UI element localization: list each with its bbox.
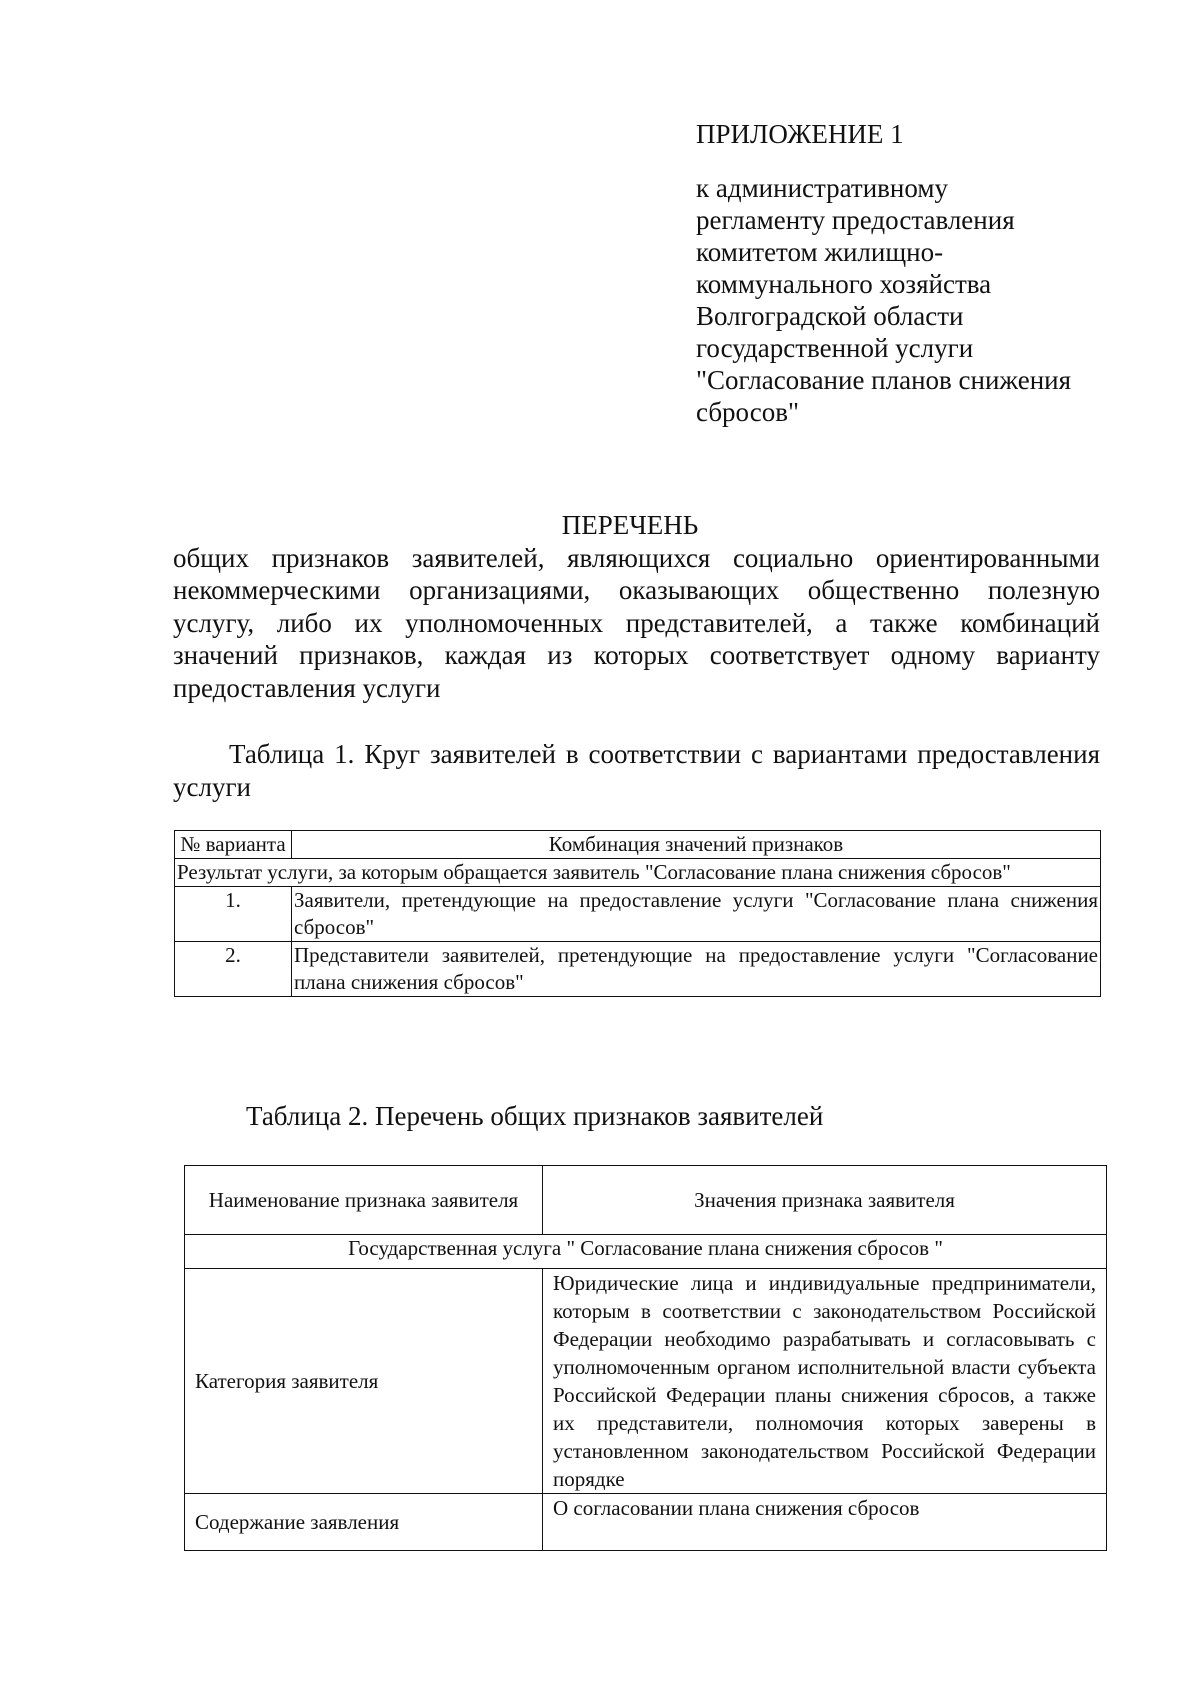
- table1-header-combination: Комбинация значений признаков: [292, 831, 1101, 859]
- variant-number: 2.: [175, 942, 292, 997]
- table-row: [185, 1494, 1107, 1551]
- attribute-name: Категория заявителя: [185, 1269, 543, 1494]
- variant-text: Заявители, претендующие на предоставление услуги "Согласование плана снижения сбросов": [292, 887, 1101, 942]
- variant-text: Представители заявителей, претендующие на предоставление услуги "Согласование плана снижения сбросов": [292, 942, 1101, 997]
- table2: [184, 1165, 1107, 1551]
- table-row: [185, 1269, 1107, 1494]
- attribute-value: О согласовании плана снижения сбросов: [543, 1494, 1107, 1551]
- table2-service-cell: Государственная услуга " Согласование плана снижения сбросов ": [185, 1235, 1107, 1269]
- list-title: ПЕРЕЧЕНЬ: [561, 510, 699, 540]
- table2-header-values: Значения признака заявителя: [543, 1166, 1107, 1235]
- table2-header-name: Наименование признака заявителя: [185, 1166, 543, 1235]
- table1-header-row: [175, 831, 1101, 859]
- table2-header-row: [185, 1166, 1107, 1235]
- attribute-name: Содержание заявления: [185, 1494, 543, 1551]
- annex-block: [696, 118, 1156, 428]
- table-row: [175, 942, 1101, 997]
- variant-number: 1.: [175, 887, 292, 942]
- table2-service-row: [185, 1235, 1107, 1269]
- attribute-value: Юридические лица и индивидуальные предприниматели, которым в соответствии с законодательством Российской Федерации необходимо разрабатывать и согласовывать с уполномоченным органом исполнительной власти субъекта Российской Федерации планы снижения сбросов, а также их представители, полномочия которых заверены в установленном законодательством Российской Федерации порядке: [543, 1269, 1107, 1494]
- table2-caption: Таблица 2. Перечень общих признаков заявителей: [246, 1101, 824, 1131]
- table1: [174, 830, 1101, 997]
- list-description: общих признаков заявителей, являющихся социально ориентированными некоммерческими организациями, оказывающих общественно полезную услугу, либо их уполномоченных представителей, а также комбинаций значений признаков, каждая из которых соответствует одному варианту предоставления услуги: [173, 543, 1100, 703]
- table1-header-number: № варианта: [175, 831, 292, 859]
- table-row: [175, 887, 1101, 942]
- annex-body: к административному регламенту предоставления комитетом жилищно- коммунального хозяйства Волгоградской области государственной услуги "Согласование планов снижения сбросов": [696, 173, 1072, 427]
- table1-result-row: [175, 859, 1101, 887]
- table1-caption: Таблица 1. Круг заявителей в соответствии с вариантами предоставления услуги: [173, 739, 1100, 802]
- annex-title: ПРИЛОЖЕНИЕ 1: [696, 119, 904, 149]
- table1-result-cell: Результат услуги, за которым обращается заявитель "Согласование плана снижения сбросов": [175, 859, 1101, 887]
